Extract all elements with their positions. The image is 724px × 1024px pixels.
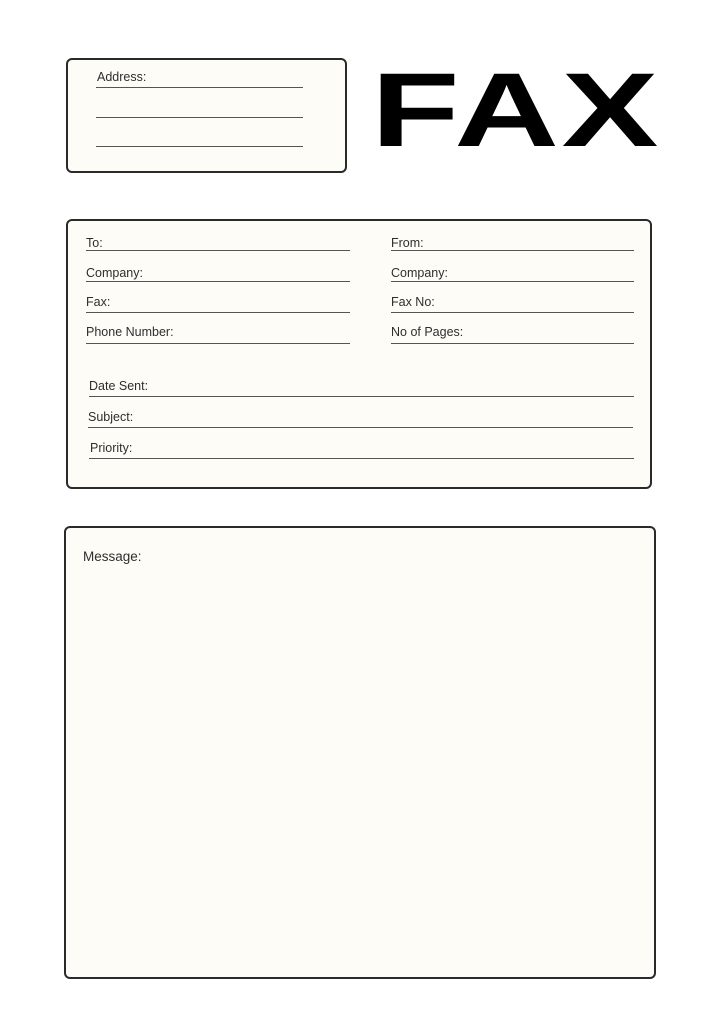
company-from-label: Company:: [391, 266, 448, 280]
address-line-1[interactable]: [96, 87, 303, 88]
page-title: FAX: [371, 52, 662, 169]
fax-field[interactable]: [86, 312, 350, 313]
message-label: Message:: [83, 549, 142, 564]
from-field[interactable]: [391, 250, 634, 251]
company-from-field[interactable]: [391, 281, 634, 282]
to-label: To:: [86, 236, 103, 250]
details-box: [66, 219, 652, 489]
pages-label: No of Pages:: [391, 325, 464, 339]
priority-label: Priority:: [90, 441, 133, 455]
date-sent-label: Date Sent:: [89, 379, 149, 393]
address-line-3[interactable]: [96, 146, 303, 147]
from-label: From:: [391, 236, 424, 250]
phone-field[interactable]: [86, 343, 350, 344]
subject-field[interactable]: [88, 427, 633, 428]
priority-field[interactable]: [89, 458, 634, 459]
to-field[interactable]: [86, 250, 350, 251]
message-box[interactable]: [64, 526, 656, 979]
address-line-2[interactable]: [96, 117, 303, 118]
pages-field[interactable]: [391, 343, 634, 344]
phone-label: Phone Number:: [86, 325, 174, 339]
company-to-field[interactable]: [86, 281, 350, 282]
subject-label: Subject:: [88, 410, 134, 424]
date-sent-field[interactable]: [89, 396, 634, 397]
fax-no-field[interactable]: [391, 312, 634, 313]
fax-label: Fax:: [86, 295, 111, 309]
company-to-label: Company:: [86, 266, 143, 280]
address-label: Address:: [97, 70, 147, 84]
fax-no-label: Fax No:: [391, 295, 435, 309]
